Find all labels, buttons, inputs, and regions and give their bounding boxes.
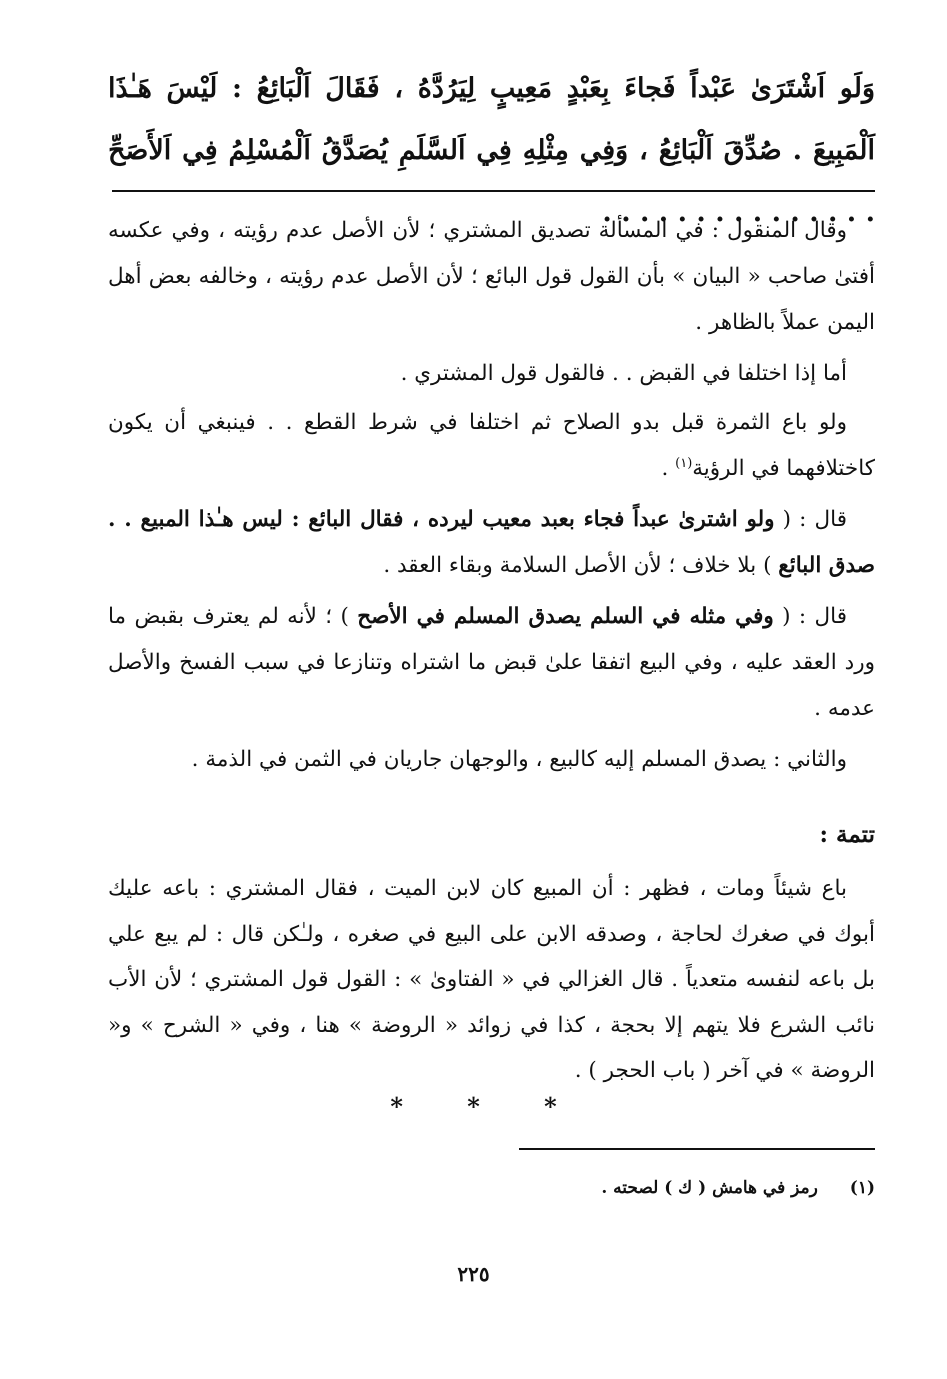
commentary-paragraph-5: [108, 594, 875, 732]
commentary-paragraph-3-text: ولو باع الثمرة قبل بدو الصلاح ثم اختلفا في شرط القطع . . فينبغي أن يكون كاختلافهما في الرؤية: [108, 410, 875, 481]
tatimma-paragraph: باع شيئاً ومات ، فظهر : أن المبيع كان لابن الميت ، فقال المشتري : باعه عليك أبوك في صغرك لحاجة ، وصدقه الابن على البيع في صغره ، ولـٰكن قال : لم يبع علي بل باعه لنفسه متعدياً . قال الغزالي في « الفتاوىٰ » : القول قول المشتري ؛ لأن الأب نائب الشرع فلا يتهم إلا بحجة ، كذا في زوائد « الروضة » هنا ، وفي « الشرح » و« الروضة » في آخر ( باب الحجر ) .: [108, 876, 875, 1083]
commentary-sharh: [108, 208, 875, 788]
matn-text: وَلَو اَشْتَرَىٰ عَبْداً فَجاءَ بِعَبْدٍ مَعِيبٍ لِيَرُدَّهُ ، فَقَالَ اَلْبَائِعُ : لَيْسَ هَـٰذَا اَلْمَبِيعَ . صُدِّقَ اَلْبَائِعُ ، وَفِي مِثْلِهِ فِي اَلسَّلَمِ يُصَدَّقُ اَلْمُسْلِمُ فِي اَلأَصَحِّ . . . . . . . . . . . . . . .: [108, 73, 875, 228]
commentary-paragraph-4: [108, 497, 875, 589]
footnote-reference[interactable]: (١): [675, 455, 693, 471]
commentary-paragraph-1: وقال المنقول : في المسألة تصديق المشتري ؛ لأن الأصل عدم رؤيته ، وفي عكسه أفتىٰ صاحب « البيان » بأن القول قول البائع ؛ لأن الأصل عدم رؤيته ، وخالفه بعض أهل اليمن عملاً بالظاهر .: [108, 218, 875, 335]
footnote-divider-line: [519, 1148, 875, 1150]
quoted-matn: وفي مثله في السلم يصدق المسلم في الأصح: [357, 604, 774, 629]
commentary-paragraph-6: والثاني : يصدق المسلم إليه كالبيع ، والوجهان جاريان في الثمن في الذمة .: [191, 747, 847, 772]
page-number: ٢٢٥: [457, 1262, 490, 1286]
matn-divider-line: [112, 190, 875, 192]
commentary-paragraph-3: [108, 400, 875, 492]
quote-open: قال : (: [773, 604, 847, 629]
footnote-number: (١): [849, 1178, 875, 1198]
section-separator: * * *: [390, 1092, 585, 1121]
commentary-continuation: ) بلا خلاف ؛ لأن الأصل السلامة وبقاء العقد .: [383, 553, 779, 578]
quote-open: قال : (: [774, 507, 847, 532]
footnote-text: رمز في هامش ( ك ) لصحته .: [601, 1178, 818, 1198]
quoted-matn: ولو اشترىٰ عبداً فجاء بعبد معيب ليرده ، فقال البائع : ليس هـٰذا المبيع . . صدق البائع: [108, 507, 875, 578]
tatimma-heading: تتمة :: [819, 821, 875, 848]
footnote: [601, 1170, 875, 1206]
commentary-continuation: ) ؛ لأنه لم يعترف بقبض ما ورد العقد عليه ، وفي البيع اتفقا علىٰ قبض ما اشتراه وتنازعا في سبب الفسخ والأصل عدمه .: [108, 604, 875, 721]
commentary-paragraph-2: أما إذا اختلفا في القبض . . فالقول قول المشتري .: [400, 361, 847, 386]
commentary-paragraph-3-end: .: [661, 456, 676, 481]
tatimma-section: [108, 866, 875, 1094]
